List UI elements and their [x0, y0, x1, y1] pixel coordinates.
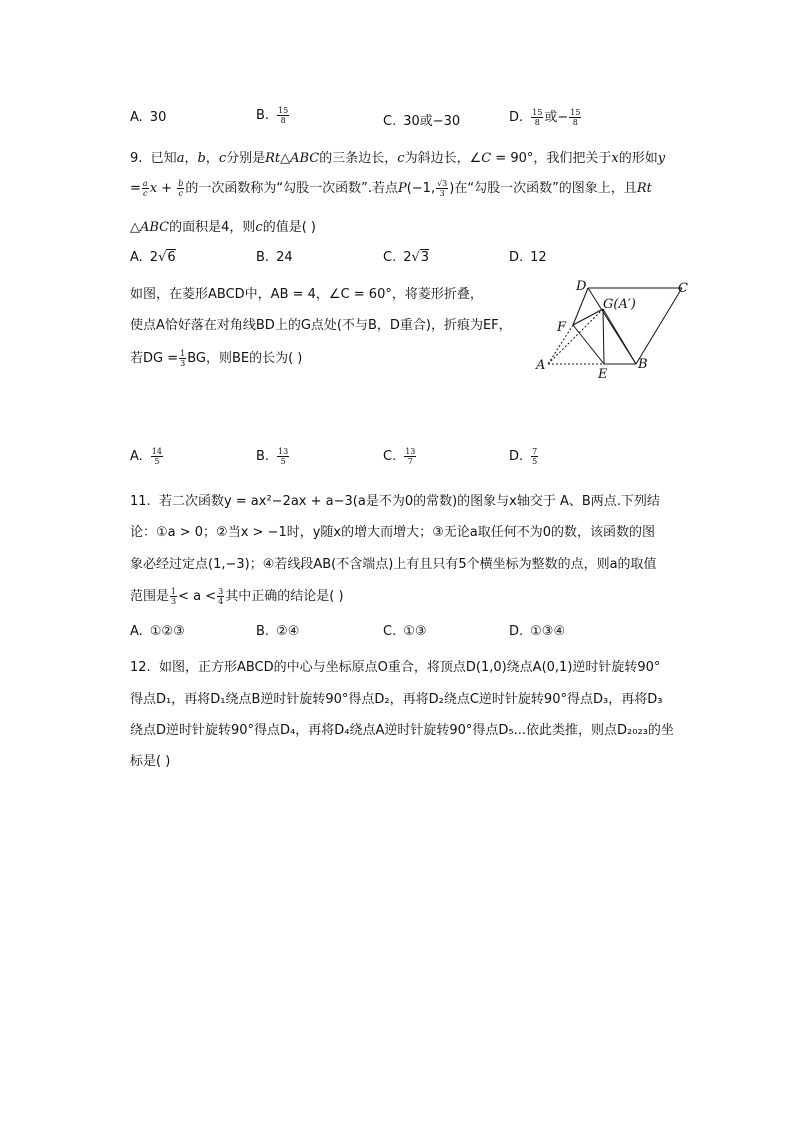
q11-line-4: 范围是 $\frac{1}{3}$ < a < $\frac{3}{4}$ 其中正确的结论是( ) — [130, 587, 344, 606]
q10-option-a: A. $\frac{14}{5}$ — [130, 447, 162, 466]
q11-option-c: C. ①③ — [383, 624, 427, 639]
q9-option-a: A. 2√6 — [130, 250, 176, 265]
q12-line-4: 标是( ) — [130, 754, 171, 769]
q11-line-1: 11. 若二次函数y = ax²−2ax + a−3(a是不为0的常数)的图象与x轴交于 A、B两点.下列结 — [130, 494, 660, 509]
rhombus-diagram — [530, 278, 700, 383]
label-a: A — [536, 358, 546, 373]
q12-line-1: 12. 如图，正方形ABCD的中心与坐标原点O重合，将顶点D(1,0)绕点A(0,1)逆时针旋转90° — [130, 660, 661, 675]
q8-option-d: D. $\frac{15}{8}$ 或− $\frac{15}{8}$ — [509, 108, 581, 127]
q9-line-2: = $\frac{a}{c}$ x + $\frac{b}{c}$ 的一次函数称为“勾股一次函数”.若点P(−1, $\frac{√3}{3}$ )在“勾股一次函数”的图象上，且Rt — [130, 179, 652, 198]
fraction: $\frac{15}{8}$ — [570, 108, 581, 127]
label-f: F — [557, 320, 567, 335]
q10-option-c: C. $\frac{13}{7}$ — [383, 447, 416, 466]
q11-option-d: D. ①③④ — [509, 624, 566, 639]
q9-option-d: D. 12 — [509, 250, 547, 265]
q12-line-3: 绕点D逆时针旋转90°得点D₄，再将D₄绕点A逆时针旋转90°得点D₅...依此类推，则点D₂₀₂₃的坐 — [130, 723, 674, 738]
q8-option-a: A. 30 — [130, 110, 167, 125]
q8-option-c: C. 30或−30 — [383, 114, 461, 129]
q11-option-b: B. ②④ — [256, 624, 300, 639]
q10-line-1: 如图，在菱形ABCD中，AB = 4，∠C = 60°，将菱形折叠， — [130, 287, 483, 302]
label-c: C — [678, 281, 688, 296]
q10-option-b: B. $\frac{13}{5}$ — [256, 447, 289, 466]
q9-option-c: C. 2√3 — [383, 250, 430, 265]
q11-option-a: A. ①②③ — [130, 624, 185, 639]
q10-line-2: 使点A恰好落在对角线BD上的G点处(不与B，D重合)，折痕为EF， — [130, 318, 512, 333]
q11-line-3: 象必经过定点(1,−3)；④若线段AB(不含端点)上有且只有5个横坐标为整数的点，则a的取值 — [130, 557, 657, 572]
q9-option-b: B. 24 — [256, 250, 293, 265]
fraction: $\frac{15}{8}$ — [532, 108, 543, 127]
label-d: D — [576, 279, 587, 294]
q10-option-d: D. $\frac{7}{5}$ — [509, 447, 538, 466]
q9-line-3: △ABC的面积是4，则c的值是( ) — [130, 220, 316, 235]
q10-line-3: 若DG = $\frac{1}{3}$ BG，则BE的长为( ) — [130, 349, 303, 368]
q8-option-b: B. $\frac{15}{8}$ — [256, 106, 289, 125]
q9-line-1: 9. 已知a，b，c分别是Rt△ABC的三条边长，c为斜边长，∠C = 90°，我们把关于x的形如y — [130, 151, 666, 166]
label-b: B — [638, 357, 648, 372]
label-e: E — [598, 367, 608, 382]
q11-line-2: 论：①a > 0；②当x > −1时，y随x的增大而增大；③无论a取任何不为0的数，该函数的图 — [130, 525, 655, 540]
q12-line-2: 得点D₁，再将D₁绕点B逆时针旋转90°得点D₂，再将D₂绕点C逆时针旋转90°得点D₃，再将D₃ — [130, 692, 663, 707]
fraction: $\frac{15}{8}$ — [278, 106, 289, 125]
label-g: G(A′) — [603, 297, 636, 312]
